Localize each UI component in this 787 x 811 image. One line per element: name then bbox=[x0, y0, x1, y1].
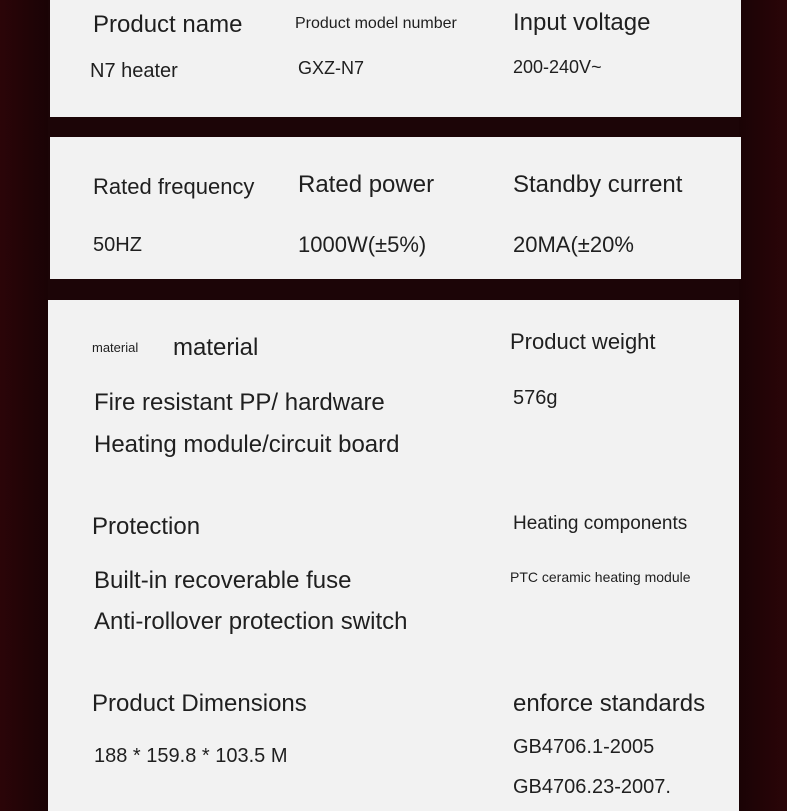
product-dimensions-value: 188 * 159.8 * 103.5 M bbox=[94, 745, 288, 767]
spec-panel-electrical bbox=[50, 137, 741, 279]
standby-current-value: 20MA(±20% bbox=[513, 232, 634, 257]
product-name-label: Product name bbox=[93, 11, 243, 38]
standards-value-line2: GB4706.23-2007. bbox=[513, 776, 671, 798]
product-weight-value: 576g bbox=[513, 387, 558, 409]
rated-power-label: Rated power bbox=[298, 171, 435, 198]
standards-value-line1: GB4706.1-2005 bbox=[513, 736, 655, 758]
material-small-label: material bbox=[92, 340, 139, 355]
product-dimensions-label: Product Dimensions bbox=[92, 690, 307, 717]
rated-frequency-label: Rated frequency bbox=[93, 174, 255, 199]
input-voltage-value: 200-240V~ bbox=[513, 57, 602, 77]
input-voltage-label: Input voltage bbox=[513, 9, 651, 36]
right-border bbox=[739, 0, 787, 811]
heating-components-label: Heating components bbox=[513, 513, 688, 534]
standards-label: enforce standards bbox=[513, 690, 706, 717]
product-weight-label: Product weight bbox=[510, 329, 656, 354]
spec-panel-details bbox=[48, 300, 739, 811]
heating-components-value: PTC ceramic heating module bbox=[510, 569, 691, 585]
protection-label: Protection bbox=[92, 513, 201, 540]
left-border bbox=[0, 0, 48, 811]
material-value-line2: Heating module/circuit board bbox=[94, 431, 400, 458]
standby-current-label: Standby current bbox=[513, 171, 683, 198]
material-label: material bbox=[173, 334, 259, 361]
protection-value-line1: Built-in recoverable fuse bbox=[94, 567, 352, 594]
model-value: GXZ-N7 bbox=[298, 58, 365, 78]
rated-frequency-value: 50HZ bbox=[93, 234, 142, 256]
material-value-line1: Fire resistant PP/ hardware bbox=[94, 389, 385, 416]
protection-value-line2: Anti-rollover protection switch bbox=[94, 608, 408, 635]
product-name-value: N7 heater bbox=[90, 60, 178, 82]
spec-panel-basic bbox=[50, 0, 741, 117]
rated-power-value: 1000W(±5%) bbox=[298, 232, 427, 257]
model-label: Product model number bbox=[295, 15, 457, 32]
